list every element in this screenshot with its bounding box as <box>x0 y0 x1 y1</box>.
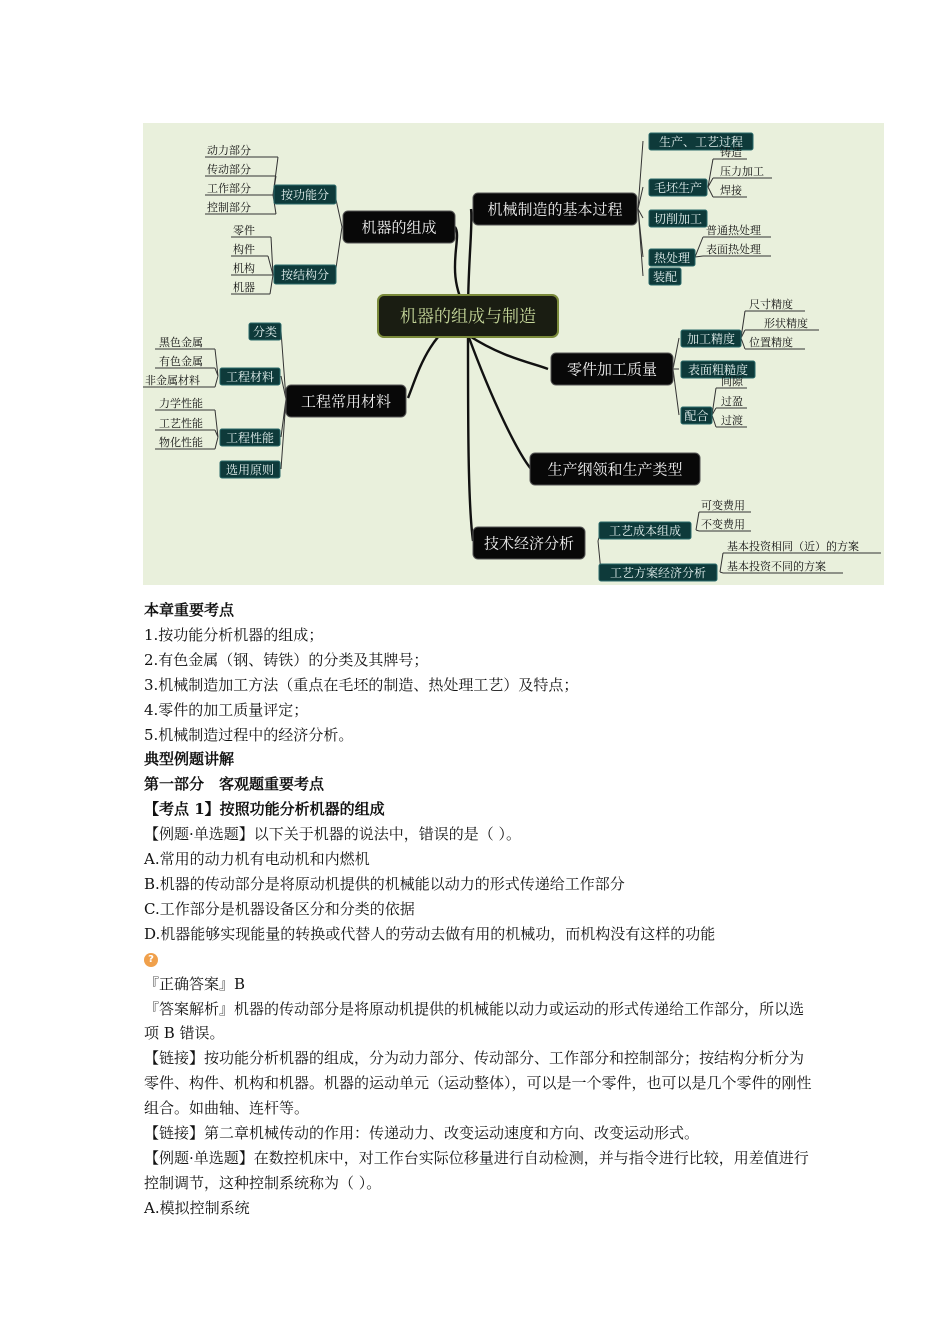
leaf-blank-3 <box>720 183 742 197</box>
node-assembly <box>649 268 681 285</box>
leaf-material-1-label: 黑色金属 <box>159 335 203 349</box>
q1-option-c: C.工作部分是机器设备区分和分类的依据 <box>144 899 415 918</box>
hint-row <box>144 947 814 972</box>
leaf-accuracy-2-label: 形状精度 <box>764 316 808 330</box>
leaf-function-3 <box>207 181 251 195</box>
q1-option-d: D.机器能够实现能量的转换或代替人的劳动去做有用的机械功，而机构没有这样的功能 <box>144 924 716 943</box>
node-plan <box>599 564 717 581</box>
leaf-plan-2 <box>727 559 826 573</box>
q2-stem: 【例题·单选题】在数控机床中，对工作台实际位移量进行自动检测，并与指令进行比较，用差值进行控制调节，这种控制系统称为（ ）。 <box>144 1148 809 1192</box>
node-heat <box>649 249 695 266</box>
leaf-property-2 <box>159 416 203 430</box>
node-by-structure <box>274 265 336 284</box>
node-production-label: 生产纲领和生产类型 <box>547 460 683 479</box>
leaf-plan-1 <box>727 539 859 553</box>
leaf-heat-1-label: 普通热处理 <box>706 223 761 237</box>
leaf-function-1 <box>207 143 251 157</box>
leaf-accuracy-1 <box>749 297 793 311</box>
leaf-function-3-label: 工作部分 <box>207 181 251 195</box>
leaf-function-2-label: 传动部分 <box>207 162 251 176</box>
leaf-structure-4-label: 机器 <box>233 280 255 294</box>
node-classification <box>249 323 281 340</box>
leaf-property-1-label: 力学性能 <box>159 396 203 410</box>
key-point-4: 4.零件的加工质量评定； <box>144 700 309 719</box>
leaf-material-3-label: 非金属材料 <box>145 373 200 387</box>
q1-option-a: A.常用的动力机有电动机和内燃机 <box>144 850 370 869</box>
node-classification-label: 分类 <box>252 324 278 339</box>
leaf-structure-1 <box>233 223 255 237</box>
leaf-accuracy-3-label: 位置精度 <box>749 335 793 349</box>
leaf-material-1 <box>159 335 203 349</box>
q1-answer: 『正确答案』B <box>144 974 246 993</box>
leaf-fit-2-label: 过盈 <box>721 394 743 408</box>
node-cost <box>599 522 691 539</box>
question-hint-icon[interactable]: ? <box>144 953 158 967</box>
q1-stem: 【例题·单选题】以下关于机器的说法中，错误的是（ ）。 <box>144 825 522 844</box>
leaf-heat-1 <box>706 223 761 237</box>
node-fit-label: 配合 <box>684 408 709 423</box>
node-by-function <box>274 185 336 204</box>
leaf-property-2-label: 工艺性能 <box>159 416 203 430</box>
leaf-structure-1-label: 零件 <box>233 223 255 237</box>
node-cutting-label: 切削加工 <box>653 211 703 226</box>
leaf-structure-2 <box>233 242 255 256</box>
node-by-structure-label: 按结构分 <box>280 267 330 282</box>
node-blank <box>649 179 707 196</box>
leaf-blank-3-label: 焊接 <box>720 183 742 197</box>
leaf-blank-2-label: 压力加工 <box>720 164 764 178</box>
leaf-plan-2-label: 基本投资不同的方案 <box>727 559 826 573</box>
leaf-heat-2-label: 表面热处理 <box>706 242 761 256</box>
leaf-fit-1-label: 间隙 <box>721 374 743 388</box>
node-by-function-label: 按功能分 <box>280 187 330 202</box>
node-types-label: 工程材料 <box>225 369 275 384</box>
leaf-structure-3 <box>233 261 255 275</box>
node-economics <box>473 527 585 559</box>
leaf-function-4 <box>207 200 251 214</box>
node-roughness <box>681 361 755 378</box>
leaf-cost-1-label: 可变费用 <box>701 498 745 512</box>
node-production <box>530 453 700 485</box>
node-cost-label: 工艺成本组成 <box>608 523 682 538</box>
leaf-material-3 <box>145 373 200 387</box>
leaf-function-4-label: 控制部分 <box>207 200 251 214</box>
node-quality <box>551 353 673 385</box>
leaf-function-1-label: 动力部分 <box>207 143 251 157</box>
node-heat-label: 热处理 <box>653 250 691 265</box>
key-point-5: 5.机械制造过程中的经济分析。 <box>144 725 354 744</box>
leaf-structure-4 <box>233 280 255 294</box>
leaf-blank-1 <box>720 145 742 159</box>
node-accuracy-label: 加工精度 <box>686 331 736 346</box>
leaf-function-2 <box>207 162 251 176</box>
leaf-cost-2 <box>701 517 745 531</box>
node-blank-label: 毛坯生产 <box>653 180 703 195</box>
leaf-blank-1-label: 铸造 <box>720 145 742 159</box>
leaf-fit-3 <box>721 413 743 427</box>
link-2: 【链接】第二章机械传动的作用：传递动力、改变运动速度和方向、改变运动形式。 <box>144 1124 700 1143</box>
node-cutting <box>649 210 707 227</box>
leaf-material-2 <box>159 354 203 368</box>
node-fit <box>681 407 712 424</box>
q1-analysis: 『答案解析』机器的传动部分是将原动机提供的机械能以动力或运动的形式传递给工作部分，所以选项 B 错误。 <box>144 999 805 1043</box>
leaf-fit-2 <box>721 394 743 408</box>
leaf-cost-1 <box>701 498 745 512</box>
leaf-accuracy-3 <box>749 335 793 349</box>
leaf-fit-1 <box>721 374 744 388</box>
node-properties-label: 工程性能 <box>225 430 275 445</box>
examples-title: 典型例题讲解 <box>144 750 235 769</box>
node-materials <box>286 385 406 417</box>
leaf-property-3-label: 物化性能 <box>159 435 203 449</box>
node-selection <box>220 461 280 478</box>
node-process-label: 生产、工艺过程 <box>658 134 744 149</box>
leaf-cost-2-label: 不变费用 <box>701 517 745 531</box>
node-plan-label: 工艺方案经济分析 <box>609 565 707 580</box>
key-point-1: 1.按功能分析机器的组成； <box>144 625 324 644</box>
node-assembly-label: 装配 <box>652 269 678 284</box>
node-manufacturing <box>473 193 637 225</box>
node-composition-label: 机器的组成 <box>361 218 437 237</box>
mindmap-figure <box>143 123 884 585</box>
leaf-plan-1-label: 基本投资相同（近）的方案 <box>727 539 859 553</box>
key-point-3: 3.机械制造加工方法（重点在毛坯的制造、热处理工艺）及特点； <box>144 675 579 694</box>
article <box>144 598 814 1221</box>
leaf-material-2-label: 有色金属 <box>159 354 203 368</box>
key-point-2: 2.有色金属（钢、铸铁）的分类及其牌号； <box>144 650 429 669</box>
node-roughness-label: 表面粗糙度 <box>687 362 749 377</box>
node-quality-label: 零件加工质量 <box>566 360 658 379</box>
center-node-label: 机器的组成与制造 <box>400 307 536 328</box>
part1-title: 第一部分 客观题重要考点 <box>144 775 325 794</box>
node-composition <box>343 211 455 243</box>
node-properties <box>220 429 280 446</box>
leaf-heat-2 <box>706 242 761 256</box>
leaf-fit-3-label: 过渡 <box>721 413 743 427</box>
node-manufacturing-label: 机械制造的基本过程 <box>487 200 623 219</box>
center-node <box>378 295 558 337</box>
mindmap-svg <box>143 123 884 585</box>
leaf-structure-2-label: 构件 <box>233 242 255 256</box>
leaf-structure-3-label: 机构 <box>233 261 255 275</box>
leaf-property-1 <box>159 396 203 410</box>
leaf-accuracy-1-label: 尺寸精度 <box>749 297 793 311</box>
node-economics-label: 技术经济分析 <box>483 534 575 553</box>
node-types <box>220 368 280 385</box>
leaf-property-3 <box>159 435 203 449</box>
leaf-blank-2 <box>720 164 764 178</box>
node-accuracy <box>681 330 741 347</box>
main-branches <box>408 209 548 541</box>
kp1-title: 【考点 1】按照功能分析机器的组成 <box>144 800 385 819</box>
node-selection-label: 选用原则 <box>225 462 275 477</box>
key-points-title: 本章重要考点 <box>144 601 235 619</box>
leaf-accuracy-2 <box>764 316 808 330</box>
link-1: 【链接】按功能分析机器的组成，分为动力部分、传动部分、工作部分和控制部分；按结构分析分为零件、构件、机构和机器。机器的运动单元（运动整体），可以是一个零件，也可以是几个零件的刚性组合。如曲轴、连杆等。 <box>144 1049 812 1118</box>
q2-option-a: A.模拟控制系统 <box>144 1198 250 1217</box>
node-materials-label: 工程常用材料 <box>300 392 392 411</box>
q1-option-b: B.机器的传动部分是将原动机提供的机械能以动力的形式传递给工作部分 <box>144 874 625 893</box>
